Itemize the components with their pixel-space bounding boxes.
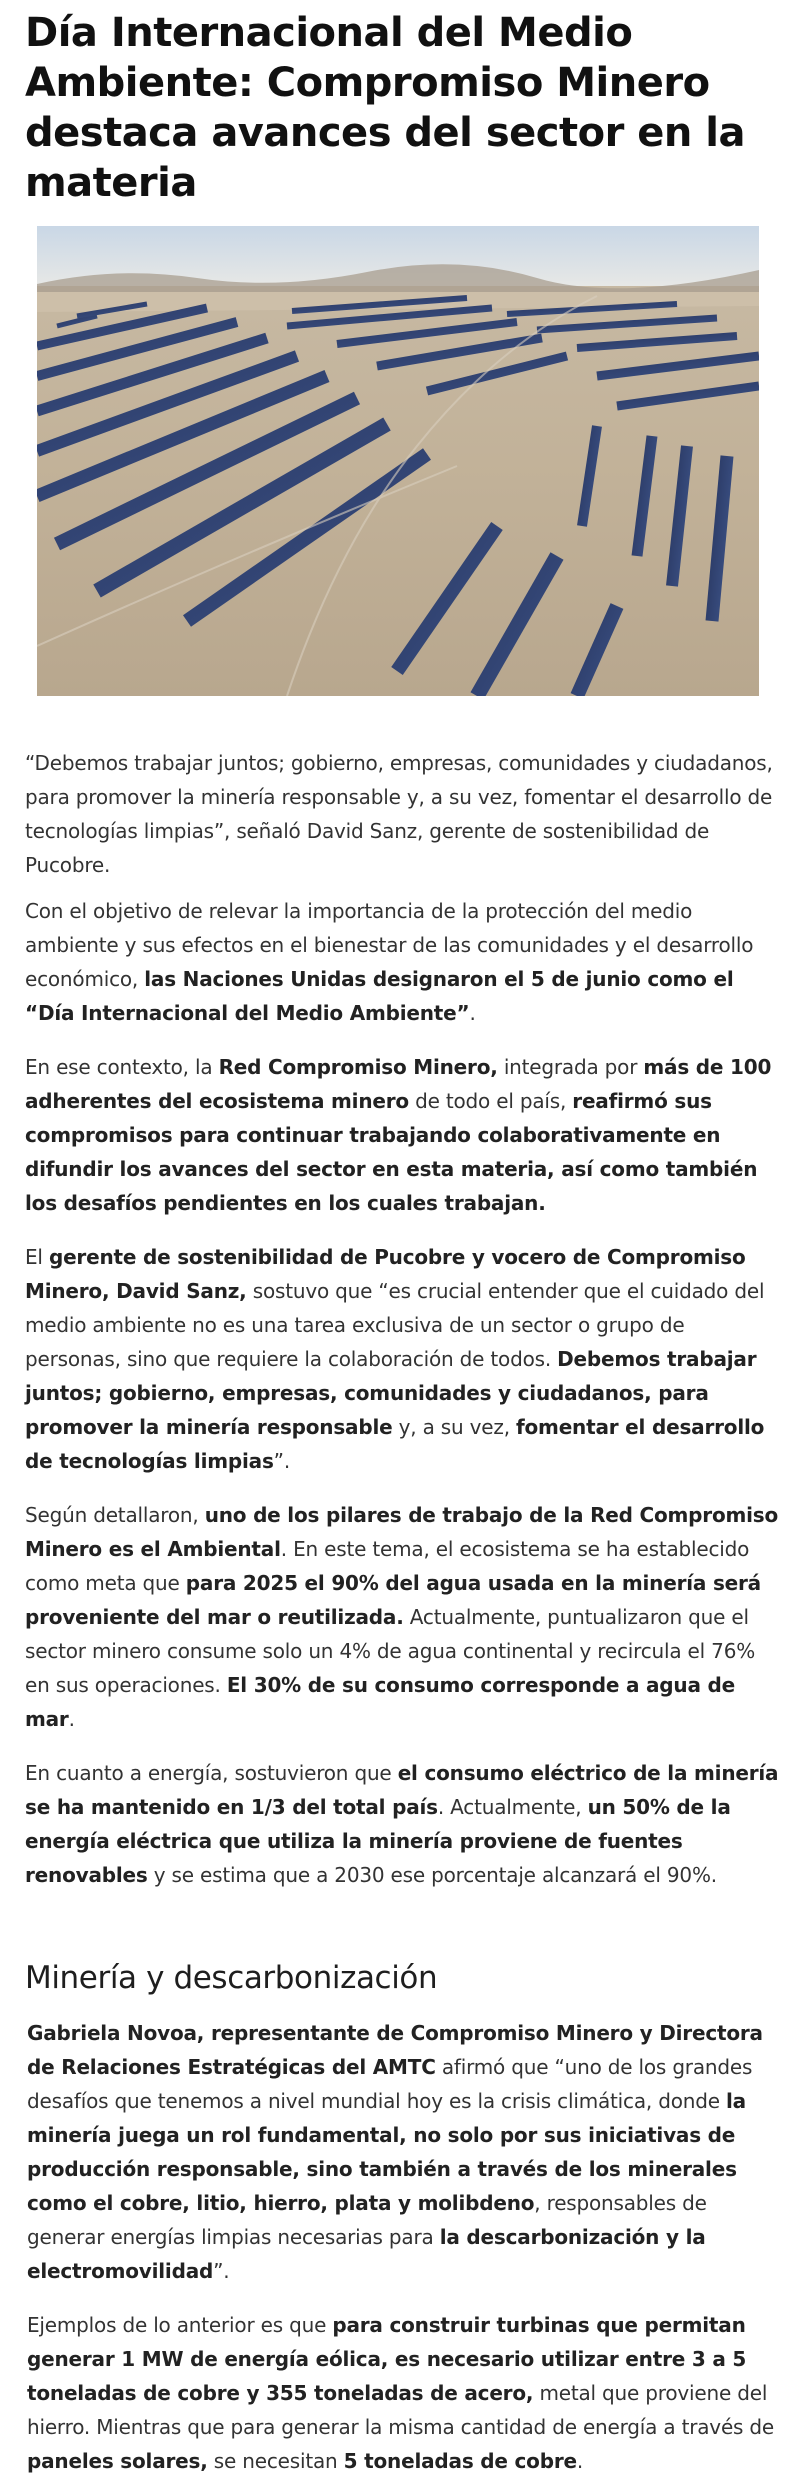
paragraph-text: metal que proviene del hierro. Mientras que para generar la misma cantidad de energía a través de xyxy=(27,2381,775,2439)
paragraph-bold: para construir turbinas que permitan generar 1 MW de energía eólica, es necesario utilizar entre 3 a 5 toneladas de cobre y 355 toneladas de acero, xyxy=(27,2313,747,2405)
paragraph-bold: Debemos trabajar juntos; gobierno, empresas, comunidades y ciudadanos, para promover la minería responsable xyxy=(25,1347,757,1439)
paragraph-6 xyxy=(27,2016,785,2288)
paragraph-bold: la descarbonización y la electromovilidad xyxy=(27,2225,706,2283)
paragraph-text: de todo el país, xyxy=(408,1089,573,1113)
paragraph-bold: fomentar el desarrollo de tecnologías limpias xyxy=(25,1415,765,1473)
paragraph-text: ”. xyxy=(273,1449,290,1473)
paragraph-bold: reafirmó sus compromisos para continuar trabajando colaborativamente en difundir los avances del sector en esta materia, así como también los desafíos pendientes en los cuales trabajan. xyxy=(25,1089,758,1215)
paragraph-text: se necesitan xyxy=(207,2449,344,2473)
paragraph-text: sostuvo que “es crucial entender que el cuidado del medio ambiente no es una tarea exclusiva de un sector o grupo de personas, sino que requiere la colaboración de todos. xyxy=(25,1279,765,1371)
paragraph-bold: El 30% de su consumo corresponde a agua de mar xyxy=(25,1673,736,1731)
paragraph-text: . xyxy=(469,1001,476,1025)
section-heading: Minería y descarbonización xyxy=(25,1960,438,1996)
paragraph-1 xyxy=(25,894,785,1030)
paragraph-bold: un 50% de la energía eléctrica que utiliza la minería proviene de fuentes renovables xyxy=(25,1795,731,1887)
paragraph-text: , responsables de generar energías limpias necesarias para xyxy=(27,2191,707,2249)
article-title: Día Internacional del Medio Ambiente: Compromiso Minero destaca avances del sector en la materia xyxy=(25,10,745,206)
paragraph-3 xyxy=(25,1240,785,1478)
paragraph-bold: uno de los pilares de trabajo de la Red Compromiso Minero es el Ambiental xyxy=(25,1503,779,1561)
paragraph-bold: el consumo eléctrico de la minería se ha mantenido en 1/3 del total país xyxy=(25,1761,779,1819)
paragraph-bold: la minería juega un rol fundamental, no solo por sus iniciativas de producción responsable, sino también a través de los minerales como el cobre, litio, hierro, plata y molibdeno xyxy=(27,2089,746,2215)
paragraph-4 xyxy=(25,1498,785,1736)
paragraph-text: integrada por xyxy=(497,1055,644,1079)
paragraph-text: . xyxy=(576,2449,584,2473)
paragraph-text: . xyxy=(68,1707,75,1731)
paragraph-bold: para 2025 el 90% del agua usada en la minería será proveniente del mar o reutilizada. xyxy=(25,1571,761,1629)
article xyxy=(25,0,785,2478)
paragraph-7 xyxy=(27,2308,785,2478)
paragraph-text: . En este tema, el ecosistema se ha establecido como meta que xyxy=(25,1537,750,1595)
paragraph-bold: paneles solares, xyxy=(27,2449,208,2473)
paragraph-text: . Actualmente, xyxy=(437,1795,588,1819)
paragraph-bold: gerente de sostenibilidad de Pucobre y vocero de Compromiso Minero, David Sanz, xyxy=(25,1245,746,1303)
paragraph-text: En cuanto a energía, sostuvieron que xyxy=(25,1761,398,1785)
paragraph-text: Actualmente, puntualizaron que el sector minero consume solo un 4% de agua continental y recircula el 76% en sus operaciones. xyxy=(25,1605,756,1697)
paragraph-text: El xyxy=(25,1245,49,1269)
paragraph-text: y, a su vez, xyxy=(392,1415,517,1439)
paragraph-text: Con el objetivo de relevar la importancia de la protección del medio ambiente y sus efectos en el bienestar de las comunidades y el desarrollo económico, xyxy=(25,899,754,991)
paragraph-text: y se estima que a 2030 ese porcentaje alcanzará el 90%. xyxy=(147,1863,717,1887)
hero-image-solar-farm xyxy=(37,226,759,696)
lead-paragraph: “Debemos trabajar juntos; gobierno, empresas, comunidades y ciudadanos, para promover la minería responsable y, a su vez, fomentar el desarrollo de tecnologías limpias”, señaló David Sanz, gerente de sostenibilidad de Pucobre. xyxy=(25,751,773,877)
section-decarbonization xyxy=(25,1958,785,2478)
paragraph-2 xyxy=(25,1050,785,1220)
paragraph-text: Según detallaron, xyxy=(25,1503,205,1527)
paragraph-text: ”. xyxy=(213,2259,230,2283)
paragraph-text: afirmó que “uno de los grandes desafíos que tenemos a nivel mundial hoy es la crisis climática, donde xyxy=(27,2055,753,2113)
paragraph-bold: más de 100 adherentes del ecosistema minero xyxy=(25,1055,772,1113)
paragraph-bold: 5 toneladas de cobre xyxy=(343,2449,577,2473)
paragraph-bold: las Naciones Unidas designaron el 5 de junio como el “Día Internacional del Medio Ambiente” xyxy=(25,967,734,1025)
paragraph-text: En ese contexto, la xyxy=(25,1055,219,1079)
paragraph-5 xyxy=(25,1756,785,1892)
paragraph-bold: Gabriela Novoa, representante de Compromiso Minero y Directora de Relaciones Estratégicas del AMTC xyxy=(27,2021,763,2079)
paragraph-bold: Red Compromiso Minero, xyxy=(218,1055,498,1079)
paragraph-text: Ejemplos de lo anterior es que xyxy=(27,2313,333,2337)
